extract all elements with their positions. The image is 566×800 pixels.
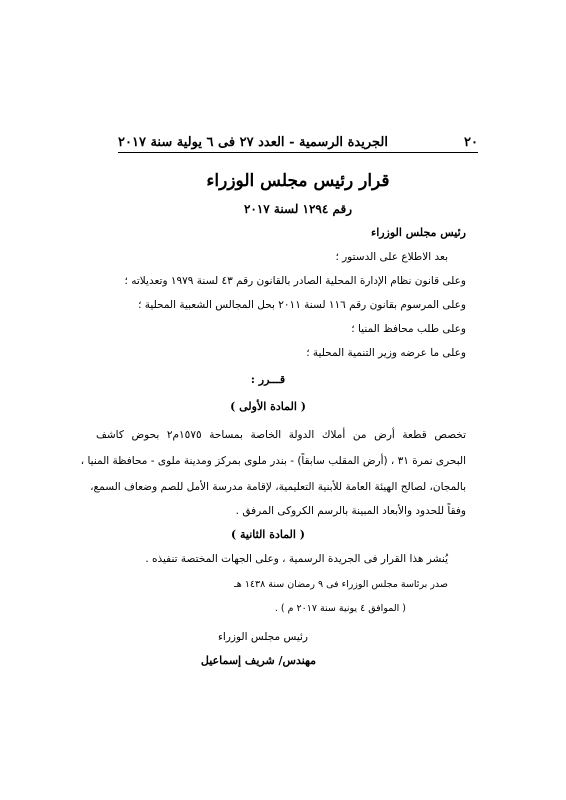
article-1-line: البحرى نمرة ٣١ ، (أرض المقلب سابقاً) - بندر ملوى بمركز ومدينة ملوى - محافظة المنيا ، xyxy=(80,455,466,467)
gregorian-date: ( الموافق ٤ يونية سنة ٢٠١٧ م ) . xyxy=(274,603,406,614)
article-1-line: تخصص قطعة أرض من أملاك الدولة الخاصة بمساحة ١٥٧٥م٢ بحوض كاشف xyxy=(96,429,466,441)
page-number: ٢٠ xyxy=(464,135,478,150)
signature-name: مهندس/ شريف إسماعيل xyxy=(200,654,316,667)
page-header xyxy=(118,128,478,150)
article-1-line: بالمجان، لصالح الهيئة العامة للأبنية التعليمية، لإقامة مدرسة الأمل للصم وضعاف السمع، xyxy=(90,481,466,493)
article-2-heading: ( المادة الثانية ) xyxy=(230,528,306,541)
decree-number: رقم ١٢٩٤ لسنة ٢٠١٧ xyxy=(243,202,353,216)
preamble-line: بعد الاطلاع على الدستور ؛ xyxy=(335,251,448,263)
preamble-line: وعلى ما عرضه وزير التنمية المحلية ؛ xyxy=(306,347,466,359)
preamble-line: وعلى قانون نظام الإدارة المحلية الصادر بالقانون رقم ٤٣ لسنة ١٩٧٩ وتعديلاته ؛ xyxy=(124,275,466,287)
preamble-line: وعلى المرسوم بقانون رقم ١١٦ لسنة ٢٠١١ بحل المجالس الشعبية المحلية ؛ xyxy=(138,299,466,311)
preamble-line: وعلى طلب محافظ المنيا ؛ xyxy=(351,323,466,335)
signature-title: رئيس مجلس الوزراء xyxy=(217,631,308,643)
issuer-line: رئيس مجلس الوزراء xyxy=(371,226,466,239)
issue-date: صدر برئاسة مجلس الوزراء فى ٩ رمضان سنة ١٤٣٨ هـ xyxy=(233,579,448,590)
article-1-line: وفقاً للحدود والأبعاد المبينة بالرسم الكروكى المرفق . xyxy=(235,505,466,517)
decree-title: قرار رئيس مجلس الوزراء xyxy=(206,171,390,191)
decided-heading: قـــرر : xyxy=(250,373,286,386)
article-1-heading: ( المادة الأولى ) xyxy=(230,400,306,413)
article-2-text: يُنشر هذا القرار فى الجريدة الرسمية ، وعلى الجهات المختصة تنفيذه . xyxy=(145,553,448,565)
running-title: الجريدة الرسمية - العدد ٢٧ فى ٦ يولية سنة ٢٠١٧ xyxy=(118,135,388,150)
header-divider xyxy=(118,152,478,153)
